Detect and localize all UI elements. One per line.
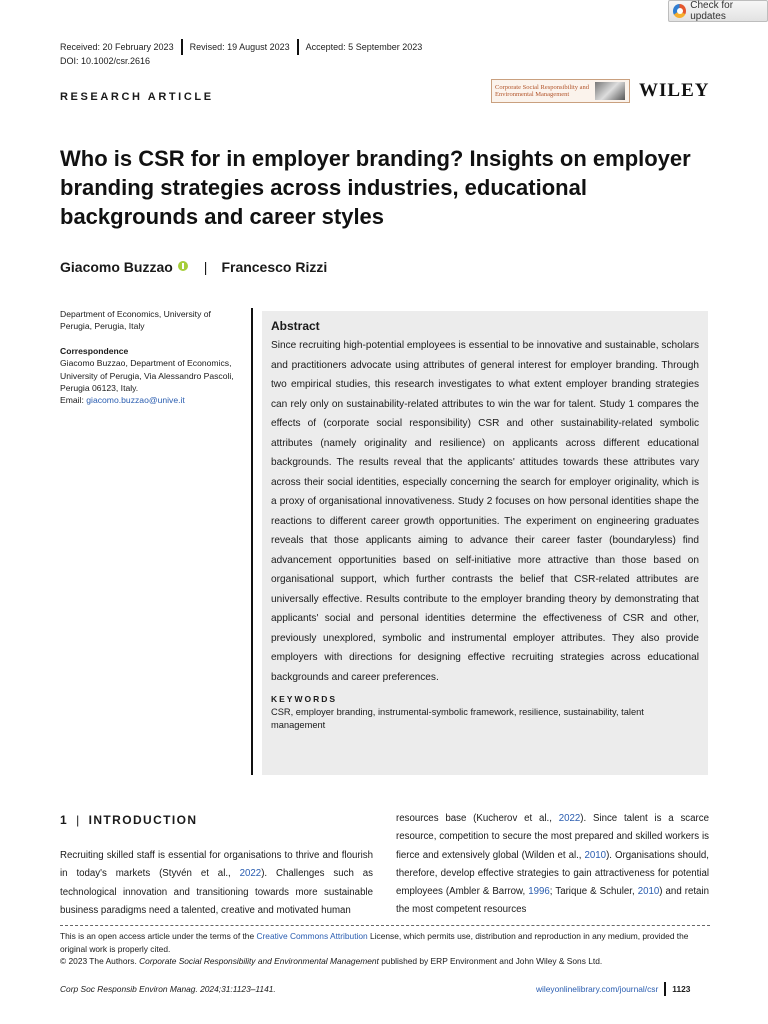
correspondence-heading: Correspondence	[60, 345, 129, 356]
crossmark-icon	[673, 4, 686, 18]
body-text: resources base (Kucherov et al.,	[396, 813, 559, 824]
publisher-logo[interactable]: WILEY	[639, 80, 710, 101]
keywords-heading: KEYWORDS	[271, 694, 338, 704]
journal-logo[interactable]	[491, 79, 630, 103]
body-text: ). Challenges such as technological innovation and transitioning towards more sustainable business paradigms need a talented, creative and motivated human	[60, 868, 373, 916]
article-dates	[60, 39, 422, 55]
journal-cover-image	[595, 82, 625, 100]
page-number: 1123	[672, 984, 691, 994]
check-for-updates-button[interactable]	[668, 0, 768, 22]
journal-logo-text	[492, 84, 595, 98]
divider	[297, 39, 299, 55]
keywords-text: CSR, employer branding, instrumental-symbolic framework, resilience, sustainability, talent management	[271, 707, 644, 730]
journal-logo-line1: Corporate Social Responsibility and	[495, 84, 590, 91]
cc-license-link[interactable]: Creative Commons Attribution	[256, 931, 368, 941]
article-title: Who is CSR for in employer branding? Insights on employer branding strategies across industries, educational backgrounds and career styles	[60, 146, 691, 229]
license-text-part: License, which permits use, distribution and reproduction in any medium, provided the original work is properly cited.	[60, 931, 689, 954]
doi: DOI: 10.1002/csr.2616	[60, 56, 151, 66]
copyright-part: published by ERP Environment and John Wiley & Sons Ltd.	[378, 956, 603, 967]
journal-name: Corporate Social Responsibility and Environmental Management	[139, 956, 379, 967]
email-link[interactable]: giacomo.buzzao@unive.it	[86, 395, 185, 406]
correspondence	[60, 345, 242, 407]
author-name[interactable]: Francesco Rizzi	[221, 259, 328, 275]
check-for-updates-label: Check for updates	[690, 0, 734, 22]
email-label: Email:	[60, 395, 87, 406]
author-name[interactable]: Giacomo Buzzao	[60, 259, 173, 275]
section-title: INTRODUCTION	[88, 813, 198, 827]
author-info	[60, 308, 242, 419]
accepted-date: Accepted: 5 September 2023	[305, 42, 423, 52]
section-heading	[60, 813, 197, 827]
received-date: Received: 20 February 2023	[60, 42, 174, 52]
citation-link[interactable]: 2010	[584, 849, 607, 861]
body-text: ) and retain the most competent resources	[396, 886, 709, 916]
citation-link[interactable]: 2022	[558, 813, 581, 824]
correspondence-text: Giacomo Buzzao, Department of Economics, University of Perugia, Via Alessandro Pascoli, Perugia 06123, Italy.	[60, 358, 234, 394]
abstract-text: Since recruiting high-potential employees is essential to be innovative and sustainable, scholars and practitioners advocate using attributes of general interest for employer branding. Through two empirical studies, this research investigates to what extent employer branding strategies can rely only on sustainability-related attributes to win the war for talent. Study 1 compares the effects of (corporate social responsibility) CSR and other sustainability-related symbolic attributes (namely originality and resilience) on applicants across different educational backgrounds. The results reveal that the applicants' attitudes towards these attributes vary across their social identities, especially concerning the search for employer originality, which is a proxy of organisational innovativeness. Study 2 focuses on how personal identities shape the reactions to different career growth opportunities. The experiment on engineering graduates reveals that those applicants aiming to advance their career faster (boundaryless) find advancement opportunities based on self-initiative more attractive than those based on organisational support, which further contrasts the belief that CSR-related attributes are universally effective. Results contribute to the employer branding theory by demonstrating that applicants' social and personal identities determine the effectiveness of CSR and other, previously unexplored, symbolic and instrumental employer attributes. They also provide employers with directions for designing effective recruiting strategies across educational backgrounds and career preferences.	[271, 340, 699, 683]
section-number: 1	[60, 813, 69, 827]
abstract-box	[262, 311, 708, 775]
body-text: ; Tarique & Schuler,	[549, 886, 638, 898]
journal-url-link[interactable]: wileyonlinelibrary.com/journal/csr	[536, 984, 659, 994]
citation-link[interactable]: 2010	[637, 886, 660, 898]
orcid-icon[interactable]	[178, 261, 188, 271]
author-list	[60, 259, 327, 275]
intro-column-right	[396, 810, 709, 920]
license-text	[60, 930, 710, 955]
footnote-divider	[60, 925, 710, 926]
article-type: RESEARCH ARTICLE	[60, 91, 214, 103]
license-text-part: This is an open access article under the terms of the	[60, 931, 257, 941]
citation-link[interactable]: 1996	[528, 886, 550, 898]
copyright-text	[60, 955, 710, 968]
body-text: ). Since talent is a scarce resource, competition to secure the most prepared and skilled workers is fierce and extensively global (Wilden et al.,	[396, 813, 709, 861]
abstract-heading: Abstract	[271, 319, 320, 333]
divider	[664, 982, 666, 996]
citation-link[interactable]: 2022	[239, 868, 262, 880]
page-footer	[536, 982, 690, 996]
affiliation: Department of Economics, University of Perugia, Perugia, Italy	[60, 309, 211, 332]
author-separator: |	[203, 259, 208, 275]
journal-logo-line2: Environmental Management	[495, 91, 570, 98]
body-text: Recruiting skilled staff is essential for organisations to thrive and flourish in today's markets (Styvén et al.,	[60, 850, 373, 880]
section-separator: |	[76, 813, 81, 827]
citation-footer: Corp Soc Responsib Environ Manag. 2024;31:1123–1141.	[60, 984, 276, 994]
license-footnote	[60, 930, 710, 968]
column-divider	[251, 308, 253, 775]
body-text: ). Organisations should, therefore, develop effective strategies to gain attractiveness for potential employees (Ambler & Barrow,	[396, 849, 709, 898]
intro-column-left	[60, 847, 373, 920]
copyright-part: © 2023 The Authors.	[60, 956, 140, 967]
revised-date: Revised: 19 August 2023	[189, 42, 290, 52]
divider	[181, 39, 183, 55]
